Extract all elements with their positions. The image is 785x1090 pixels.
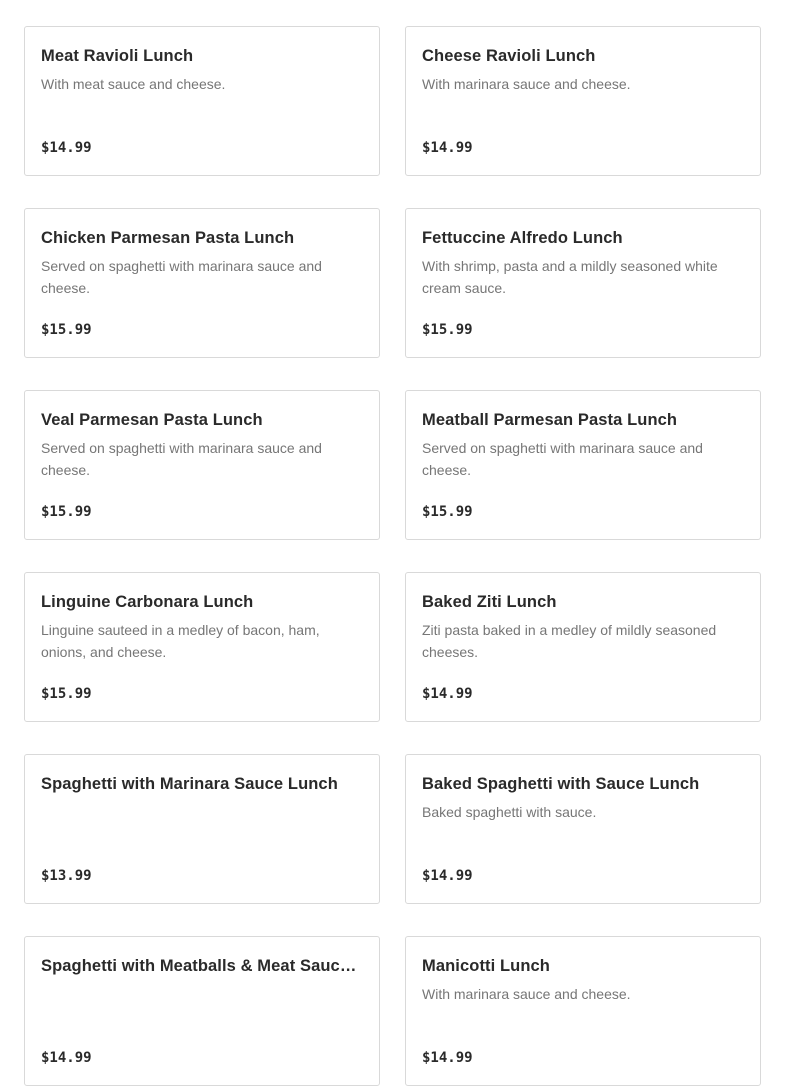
menu-item-price: $13.99 [41,868,92,884]
menu-item-description: With marinara sauce and cheese. [422,76,631,92]
menu-item-description: Baked spaghetti with sauce. [422,804,597,820]
menu-item-name: Baked Ziti Lunch [422,593,557,611]
menu-item-price: $15.99 [422,322,473,338]
menu-item-name: Meat Ravioli Lunch [41,47,194,65]
menu-item-price: $14.99 [422,140,473,156]
menu-item-card[interactable] [24,936,380,1086]
menu-item-card[interactable] [24,754,380,904]
menu-item-card[interactable] [405,390,761,540]
menu-item-description: Served on spaghetti with marinara sauce and cheese. [41,258,322,296]
menu-item-price: $14.99 [422,868,473,884]
menu-item-description: Linguine sauteed in a medley of bacon, ham, onions, and cheese. [41,622,320,660]
menu-item-name: Linguine Carbonara Lunch [41,593,254,611]
menu-item-description: With meat sauce and cheese. [41,76,226,92]
menu-item-name: Manicotti Lunch [422,957,550,975]
menu-item-name: Spaghetti with Meatballs & Meat Sauce... [41,957,363,975]
menu-item-price: $14.99 [422,686,473,702]
menu-item-card[interactable] [405,208,761,358]
menu-item-name: Baked Spaghetti with Sauce Lunch [422,775,700,793]
menu-item-description: Ziti pasta baked in a medley of mildly seasoned cheeses. [422,622,717,660]
menu-item-card[interactable] [405,754,761,904]
menu-item-price: $15.99 [41,322,92,338]
menu-item-price: $14.99 [41,1050,92,1066]
menu-item-description: With shrimp, pasta and a mildly seasoned white cream sauce. [422,258,718,296]
menu-item-price: $15.99 [422,504,473,520]
menu-item-description: With marinara sauce and cheese. [422,986,631,1002]
menu-item-price: $15.99 [41,686,92,702]
menu-item-description: Served on spaghetti with marinara sauce and cheese. [422,440,703,478]
menu-item-name: Fettuccine Alfredo Lunch [422,229,623,247]
menu-item-description: Served on spaghetti with marinara sauce and cheese. [41,440,322,478]
menu-item-card[interactable] [24,390,380,540]
menu-item-card[interactable] [24,572,380,722]
menu-item-card[interactable] [24,26,380,176]
menu-item-name: Meatball Parmesan Pasta Lunch [422,411,678,429]
menu-item-price: $14.99 [422,1050,473,1066]
menu-item-card[interactable] [405,26,761,176]
menu-item-card[interactable] [405,572,761,722]
menu-items-grid [24,26,761,1086]
menu-item-name: Cheese Ravioli Lunch [422,47,596,65]
menu-item-price: $15.99 [41,504,92,520]
menu-item-card[interactable] [405,936,761,1086]
menu-item-name: Veal Parmesan Pasta Lunch [41,411,263,429]
menu-item-card[interactable] [24,208,380,358]
menu-item-name: Chicken Parmesan Pasta Lunch [41,229,295,247]
menu-item-price: $14.99 [41,140,92,156]
menu-item-name: Spaghetti with Marinara Sauce Lunch [41,775,338,793]
